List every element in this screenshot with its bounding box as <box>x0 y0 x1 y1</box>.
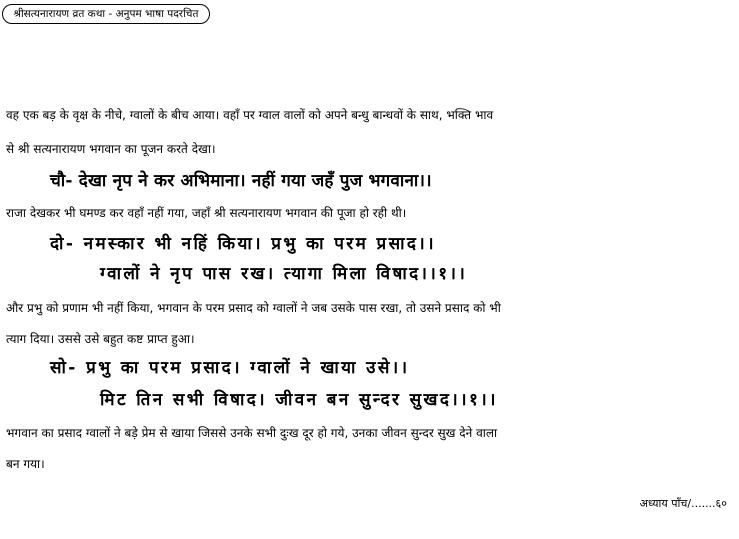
paragraph-3-line-2: त्याग दिया। उससे उसे बहुत कष्ट प्राप्त हुआ। <box>6 332 195 346</box>
verse-doha-line-2: ग्वालों ने नृप पास रख। त्यागा मिला विषाद।।१।। <box>100 264 468 284</box>
verse-doha-line-1: दो- नमस्कार भी नहिं किया। प्रभु का परम प्रसाद।। <box>50 234 436 254</box>
verse-chaupai: चौ- देखा नृप ने कर अभिमाना। नहीं गया जहँ पुज भगवाना।। <box>50 171 432 191</box>
paragraph-3-line-1: और प्रभु को प्रणाम भी नहीं किया, भगवान के परम प्रसाद को ग्वालों ने जब उसके पास रखा, तो उसने प्रसाद को भी <box>6 301 501 315</box>
paragraph-1-line-2: से श्री सत्यनारायण भगवान का पूजन करते देखा। <box>6 142 216 156</box>
verse-soratha-line-1: सो- प्रभु का परम प्रसाद। ग्वालों ने खाया उसे।। <box>50 358 410 378</box>
page-header-title: श्रीसत्यनारायण व्रत कथा - अनुपम भाषा पदरचित <box>2 4 210 24</box>
paragraph-4-line-2: बन गया। <box>6 457 45 471</box>
paragraph-1-line-1: वह एक बड़ के वृक्ष के नीचे, ग्वालों के बीच आया। वहाँ पर ग्वाल वालों को अपने बन्धु बान्धवों के साथ, भक्ति भाव <box>6 108 494 122</box>
paragraph-2-line-1: राजा देखकर भी घमण्ड कर वहाँ नहीं गया, जहाँ श्री सत्यनारायण भगवान की पूजा हो रही थी। <box>6 206 407 220</box>
paragraph-4-line-1: भगवान का प्रसाद ग्वालों ने बड़े प्रेम से खाया जिससे उनके सभी दुःख दूर हो गये, उनका जीवन सुन्दर सुख देने वाला <box>6 426 498 440</box>
verse-soratha-line-2: मिट तिन सभी विषाद। जीवन बन सुन्दर सुखद।।१।। <box>100 390 498 410</box>
page-footer-chapter: अध्याय पाँच/.......६० <box>639 497 727 510</box>
